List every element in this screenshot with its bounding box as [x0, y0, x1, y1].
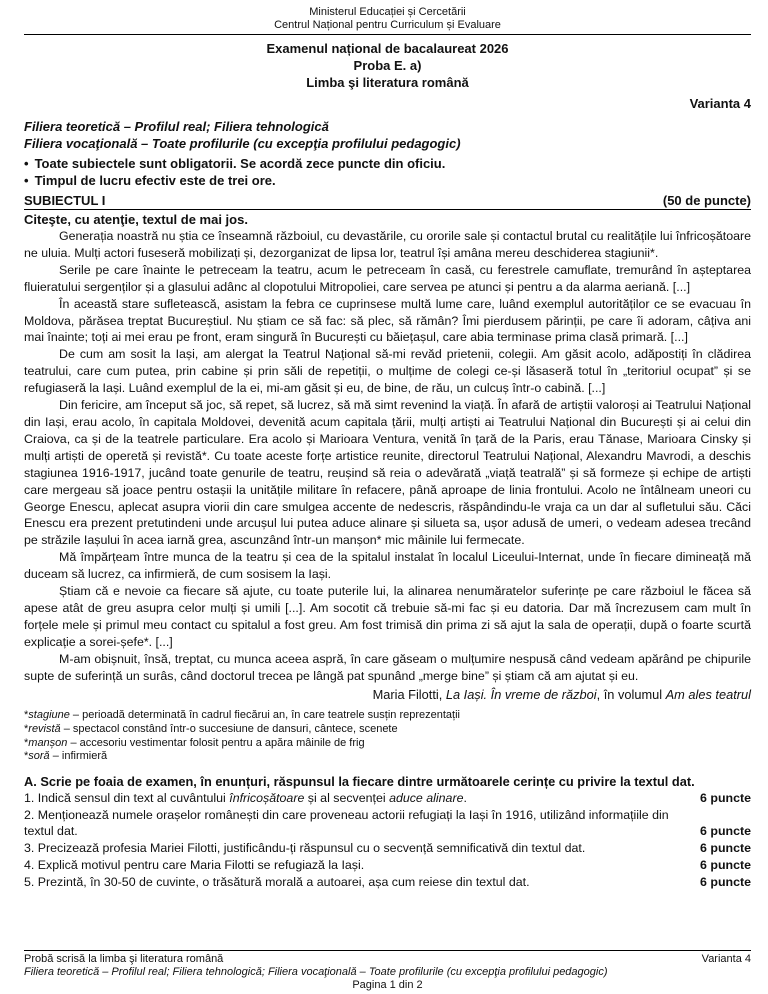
text-paragraph: Mă împărțeam între munca de la teatru și cea de la spitalul instalat în localul Liceului-Internat, unde în fiecare dimineață mă duceam să lucrez, ca infirmieră, de cum sosisem la Iași.: [24, 550, 751, 582]
ministry-name: Ministerul Educației și Cercetării: [309, 6, 466, 18]
page-number: Pagina 1 din 2: [352, 979, 423, 991]
footnote: *revistă – spectacol constând într-o succesiune de dansuri, cântece, scenete: [24, 723, 398, 736]
question-text: 2. Menționează numele orașelor românești din care proveneau actorii refugiați la Iași în 1916, utilizând informațiile din: [24, 807, 669, 822]
question-5: [24, 874, 751, 891]
page-header: [24, 6, 751, 35]
questions-list: [24, 790, 751, 891]
question-points: 6 puncte: [700, 790, 751, 805]
exam-title-block: [24, 40, 751, 91]
text-paragraph: De cum am sosit la Iași, am alergat la Teatrul Național să-mi revăd prietenii, colegii. Am găsit acolo, adăpostiți în clădirea teatrului, care cum putea, prin cabine și prin săli de repetiții, o mulțime de colegi ce-și lăsaseră totul în „teritoriul ocupat” și se refugiaseră la Iași. Luând exemplul de la ei, mi-am găsit și eu, de bine, de rău, un culcuș într-o cabină. [...]: [24, 347, 751, 396]
source-volume: Am ales teatrul: [665, 687, 751, 703]
text-paragraph: Serile pe care înainte le petreceam la teatru, acum le petreceam în casă, cu ferestrele camuflate, tremurând în așteptarea fluieratului sergenților și a glasului adânc al clopotului Mitropoliei, care servea pe atunci și pentru a da alarma aeriană. [...]: [24, 262, 751, 294]
text-source: [24, 686, 751, 703]
question-text: 3. Precizează profesia Mariei Filotti, justificându-ți răspunsul cu o secvență semnificativă din textul dat.: [24, 841, 586, 856]
question-text: 5. Prezintă, în 30-50 de cuvinte, o trăsătură morală a autoarei, așa cum reiese din textul dat.: [24, 874, 530, 889]
text-paragraph: Din fericire, am început să joc, să repet, să lucrez, să mă simt revenind la viață. În afară de artiștii valoroși ai Teatrului Național din Iași, erau acolo, în capitala Moldovei, devenită acum capitala țării, mulți artiști ai Teatrului Național din București și ai celui din Craiova, ca și de la teatrele particulare. Era acolo și Marioara Ventura, venită în țară de la Paris, erau Tănase, Marioara Cinsky și mulți artiști de operetă și revistă*. Cu toate aceste forțe artistice reunite, directorul Teatrului Național, Alexandru Mavrodi, a deschis stagiunea 1916-1917, jucând toate genurile de teatru, reușind să reia o adevărată „viață teatrală” și să formeze și echipe de artiști care mergeau să joace pentru ostașii la unitățile militare în refacere, până aproape de linia frontului. Acolo ne întâlneam uneori cu George Enescu, aplecat asupra viorii din care smulgea accente de nedescris, răspândindu-le vraja ca un dar al sufletului său. Căci Enescu era prezent pretutindeni unde arcușul lui putea aduce alinare și silueta sa, ușor adusă de umeri, o vedeam adesea trecând pe străzile Iașului în acea iarnă grea, ascunzând într-un manșon* mic mâinile lui fermecate.: [24, 398, 751, 548]
question-text: 4. Explică motivul pentru care Maria Filotti se refugiază la Iași.: [24, 858, 365, 873]
footer-row: [24, 953, 751, 966]
footer-filiere: Filiera teoretică – Profilul real; Filiera tehnologică; Filiera vocaţională – Toate profilurile (cu excepţia profilului pedagogic): [24, 966, 608, 978]
footnote-term: soră: [28, 750, 50, 763]
question-text-part: și al secvenței: [304, 790, 390, 805]
question-2: [24, 807, 751, 841]
question-points: 6 puncte: [700, 874, 751, 889]
text-paragraph: M-am obișnuit, însă, treptat, cu munca aceea aspră, în care găseam o mulțumire nespusă când vedeam apărând pe chipurile supte de suferință un surâs, când doctorul trecea pe lângă pat spunând „merge bine” și știam că am ajutat și eu.: [24, 651, 751, 683]
question-sequence: aduce alinare: [389, 790, 464, 805]
filiere-line-2: Filiera vocaţională – Toate profilurile (cu excepţia profilului pedagogic): [24, 136, 461, 151]
footnote-term: stagiune: [28, 709, 70, 722]
filiere-line-1: Filiera teoretică – Profilul real; Filiera tehnologică: [24, 119, 329, 134]
header-divider: [24, 34, 751, 35]
exam-page: [24, 0, 751, 891]
footnote: *soră – infirmieră: [24, 750, 108, 763]
source-work: La Iași. În vreme de război: [445, 687, 597, 703]
question-points: 6 puncte: [700, 841, 751, 856]
source-author: Maria Filotti,: [372, 687, 446, 703]
question-4: [24, 857, 751, 874]
center-name: Centrul Național pentru Curriculum și Evaluare: [274, 19, 501, 31]
question-text-part: .: [463, 790, 467, 805]
exam-proba: Proba E. a): [353, 58, 422, 73]
text-paragraph: Generația noastră nu știa ce înseamnă războiul, cu devastările, cu ororile sale și contactul brutal cu realitățile lui înfricoșătoare ne uluia. Mulți actori fuseseră mobilizați și, dezorganizat de lipsa lor, teatrul își amâna mereu deschiderea stagiunii*.: [24, 229, 751, 260]
rule-item: • Toate subiectele sunt obligatorii. Se acordă zece puncte din oficiu.: [24, 155, 751, 172]
footnote: *manșon – accesoriu vestimentar folosit pentru a apăra mâinile de frig: [24, 736, 365, 749]
question-1: [24, 790, 751, 807]
footnote: *stagiune – perioadă determinată în cadrul fiecărui an, în care teatrele susțin reprezentații: [24, 709, 460, 722]
footnotes: [24, 709, 751, 763]
footer-exam-name: Probă scrisă la limba şi literatura română: [24, 953, 224, 965]
question-text: textul dat.: [24, 824, 78, 839]
exam-title: Examenul național de bacalaureat 2026: [266, 41, 509, 56]
exam-rules: [24, 155, 751, 189]
question-points: 6 puncte: [700, 858, 751, 873]
footnote-term: manșon: [28, 736, 68, 749]
rule-item: • Timpul de lucru efectiv este de trei ore.: [24, 172, 751, 189]
question-word: înfricoșătoare: [229, 790, 305, 805]
footer-variant: Varianta 4: [701, 953, 751, 965]
question-text: [24, 790, 688, 807]
question-2-last-line: [24, 823, 751, 840]
subject-heading: [24, 192, 751, 210]
filiere-block: [24, 118, 751, 152]
footnote-def: – spectacol constând într-o succesiune de dansuri, cântece, scenete: [60, 723, 398, 736]
question-points: 6 puncte: [700, 824, 751, 839]
question-3: [24, 840, 751, 857]
footnote-def: – infirmieră: [49, 750, 108, 763]
page-footer: [24, 950, 751, 992]
source-middle: , în volumul: [596, 687, 666, 703]
subject-label: SUBIECTUL I: [24, 193, 106, 208]
subject-points: (50 de puncte): [662, 193, 751, 208]
variant-label: Varianta 4: [689, 96, 751, 111]
footnote-def: – accesoriu vestimentar folosit pentru a apăra mâinile de frig: [67, 736, 365, 749]
footnote-term: revistă: [28, 723, 61, 736]
text-paragraph: În această stare sufletească, asistam la febra ce cuprinsese multă lume care, luând exemplul autorităților ce se evacuau în Moldova, părăsea treptat Bucureștiul. Nu știam ce să fac: să plec, să rămân? Îmi pierdusem părinții, pe care îi adoram, câțiva ani mai înainte; toți ai mei erau pe front, eram singură în București cu băiețașul, care abia terminase prima clasă primară. [...]: [24, 296, 751, 345]
read-instruction: Citeşte, cu atenţie, textul de mai jos.: [24, 212, 248, 227]
text-paragraph: Știam că e nevoie ca fiecare să ajute, cu toate puterile lui, la alinarea nenumăratelor suferințe pe care războiul le făcea să apese atât de greu asupra celor mulți și umili [...]. Am socotit că trebuie să-mi fac și eu datoria. Dar mă încrezusem cam mult în forțele mele și primul meu contact cu spitalul a fost greu. Am fost trimisă din prima zi să ajut la sala de operații, după o foarte scurtă explicație a sorei-șefe*. [...]: [24, 584, 751, 649]
question-text-part: 1. Indică sensul din text al cuvântului: [24, 790, 230, 805]
exam-subject: Limba şi literatura română: [306, 75, 469, 90]
reading-text: [24, 228, 751, 684]
questions-intro: A. Scrie pe foaia de examen, în enunțuri, răspunsul la fiecare dintre următoarele cerințe cu privire la textul dat.: [24, 773, 695, 789]
footnote-def: – perioadă determinată în cadrul fiecărui an, în care teatrele susțin reprezentații: [69, 709, 460, 722]
